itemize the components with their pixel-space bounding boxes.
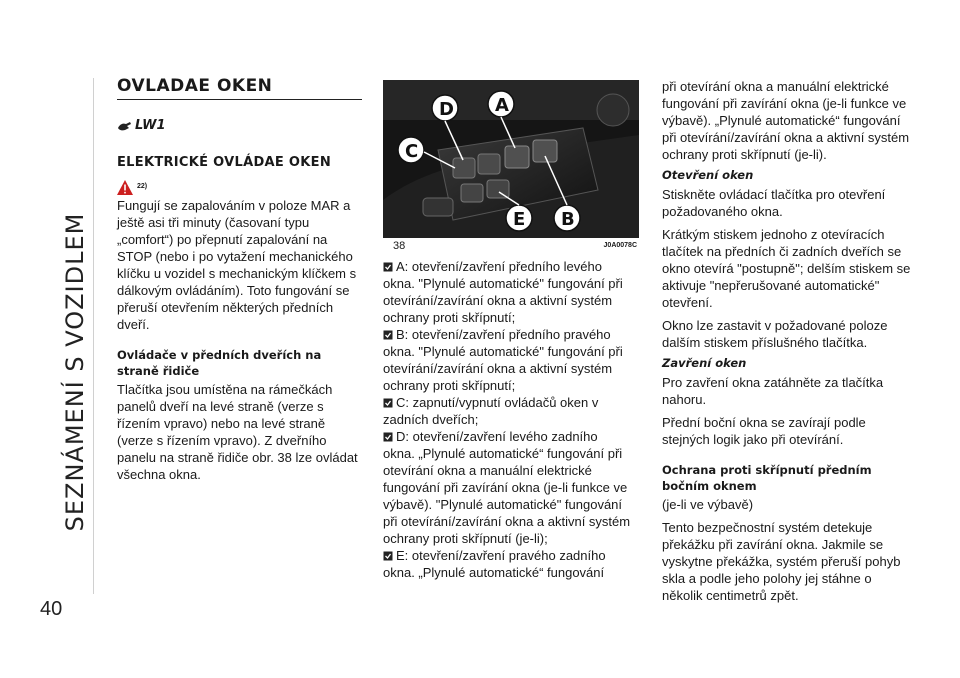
paragraph-pinch-1: (je-li ve výbavě) bbox=[662, 497, 754, 512]
figure-code: J0A0078C bbox=[603, 242, 637, 249]
paragraph-continued: při otevírání okna a manuální elektrické fungování při zavírání okna (je-li funkce ve výbavě). „Plynulé automatické“ fungování při otevírání/zavírání okna a aktivní systém ochrany proti skřípnutí (je-li). bbox=[662, 79, 910, 162]
paragraph-operation: Fungují se zapalováním v poloze MAR a ještě asi tři minuty (časovaní typu „comfort“) po přepnutí zapalování na STOP (nebo i po vytažení mechanického klíčku u vozidel s mechanickým klíčkem s dálkovým ovládáním). Toto fungování se přeruší otevřením některých předních dveří. bbox=[117, 198, 357, 332]
bullet-square-icon bbox=[383, 262, 393, 272]
item-text-a: A: otevření/zavření předního levého okna. "Plynulé automatické" fungování při otevírání/zavírání okna a aktivní systém ochrany proti skřípnutí; bbox=[383, 259, 623, 325]
item-text-d: D: otevření/zavření levého zadního okna. „Plynulé automatické“ fungování při otevírání okna a manuální elektrické fungování při zavírání okna (je-li funkce ve výbavě). "Plynulé automatické" fungování při otevírání/zavírání okna a aktivní systém ochrany proti skřípnutí (je-li); bbox=[383, 429, 631, 546]
column-right bbox=[662, 78, 912, 604]
list-item bbox=[383, 428, 631, 547]
bullet-square-icon bbox=[383, 330, 393, 340]
callout-label-c: C bbox=[405, 141, 419, 162]
bullet-square-icon bbox=[383, 432, 393, 442]
anti-pinch-heading: Ochrana proti skřípnutí předním bočním oknem bbox=[662, 463, 872, 493]
door-switch-illustration bbox=[383, 80, 639, 238]
side-divider bbox=[93, 78, 94, 594]
column-left bbox=[117, 78, 362, 483]
item-text-c: C: zapnutí/vypnutí ovládačů oken v zadních dveřích; bbox=[383, 395, 599, 427]
list-item bbox=[383, 547, 631, 581]
list-item bbox=[383, 258, 631, 326]
hand-icon bbox=[117, 118, 133, 132]
page-number: 40 bbox=[40, 598, 63, 620]
item-text-b: B: otevření/zavření předního pravého okna. "Plynulé automatické" fungování při otevírání/zavírání okna a aktivní systém ochrany proti skřípnutí; bbox=[383, 327, 623, 393]
paragraph-close-1: Pro zavření okna zatáhněte za tlačítka nahoru. bbox=[662, 375, 884, 407]
callout-label-a: A bbox=[495, 95, 509, 116]
paragraph-pinch-2: Tento bezpečnostní systém detekuje překážku při zavírání okna. Jakmile se vyskytne překážka, systém přeruší pohyb skla a podle jeho polohy jej stáhne o několik centimetrů zpět. bbox=[662, 520, 901, 603]
section-side-title: SEZNÁMENÍ S VOZIDLEM bbox=[61, 212, 89, 532]
bullet-square-icon bbox=[383, 398, 393, 408]
figure-caption bbox=[383, 240, 639, 254]
warning-reference bbox=[117, 177, 362, 195]
paragraph-close-2: Přední boční okna se zavírají podle stejných logik jako při otevírání. bbox=[662, 415, 866, 447]
closing-windows-heading: Zavření oken bbox=[662, 356, 747, 370]
callout-label-e: E bbox=[513, 209, 526, 230]
driver-door-controls-heading: Ovládače v předních dveřích na straně řidiče bbox=[117, 348, 322, 378]
item-text-e: E: otevření/zavření pravého zadního okna. „Plynulé automatické“ fungování bbox=[383, 548, 606, 580]
warning-ref-number: 22) bbox=[137, 183, 148, 190]
logo-text: LW1 bbox=[135, 117, 166, 133]
opening-windows-heading: Otevření oken bbox=[662, 168, 754, 182]
paragraph-open-3: Okno lze zastavit v požadované poloze dalším stiskem příslušného tlačítka. bbox=[662, 318, 888, 350]
list-item bbox=[383, 326, 631, 394]
list-item bbox=[383, 394, 631, 428]
bullet-square-icon bbox=[383, 551, 393, 561]
column-middle bbox=[383, 258, 631, 581]
subsection-heading: ELEKTRICKÉ OVLÁDAE OKEN bbox=[117, 155, 332, 170]
paragraph-open-2: Krátkým stiskem jednoho z otevíracích tlačítek na předních či zadních dveřích se okno otevírá "postupně"; delším stiskem se aktivuje "nepřerušované automatické" otevření. bbox=[662, 227, 911, 310]
section-heading: OVLADAE OKEN bbox=[117, 78, 362, 100]
warning-triangle-icon bbox=[117, 180, 133, 195]
figure-number: 38 bbox=[393, 240, 406, 252]
callout-label-b: B bbox=[561, 209, 575, 230]
paragraph-open-1: Stiskněte ovládací tlačítka pro otevření požadovaného okna. bbox=[662, 187, 886, 219]
door-panel-figure bbox=[383, 80, 639, 238]
window-feature-logo bbox=[117, 112, 362, 138]
callout-label-d: D bbox=[439, 99, 454, 120]
paragraph-driver-door: Tlačítka jsou umístěna na rámečkách panelů dveří na levé straně (verze s řízením vpravo) nebo na levé straně (verze s řízením vpravo). Z dveřního panelu na straně řidiče obr. 38 lze ovládat všechna okna. bbox=[117, 382, 358, 482]
